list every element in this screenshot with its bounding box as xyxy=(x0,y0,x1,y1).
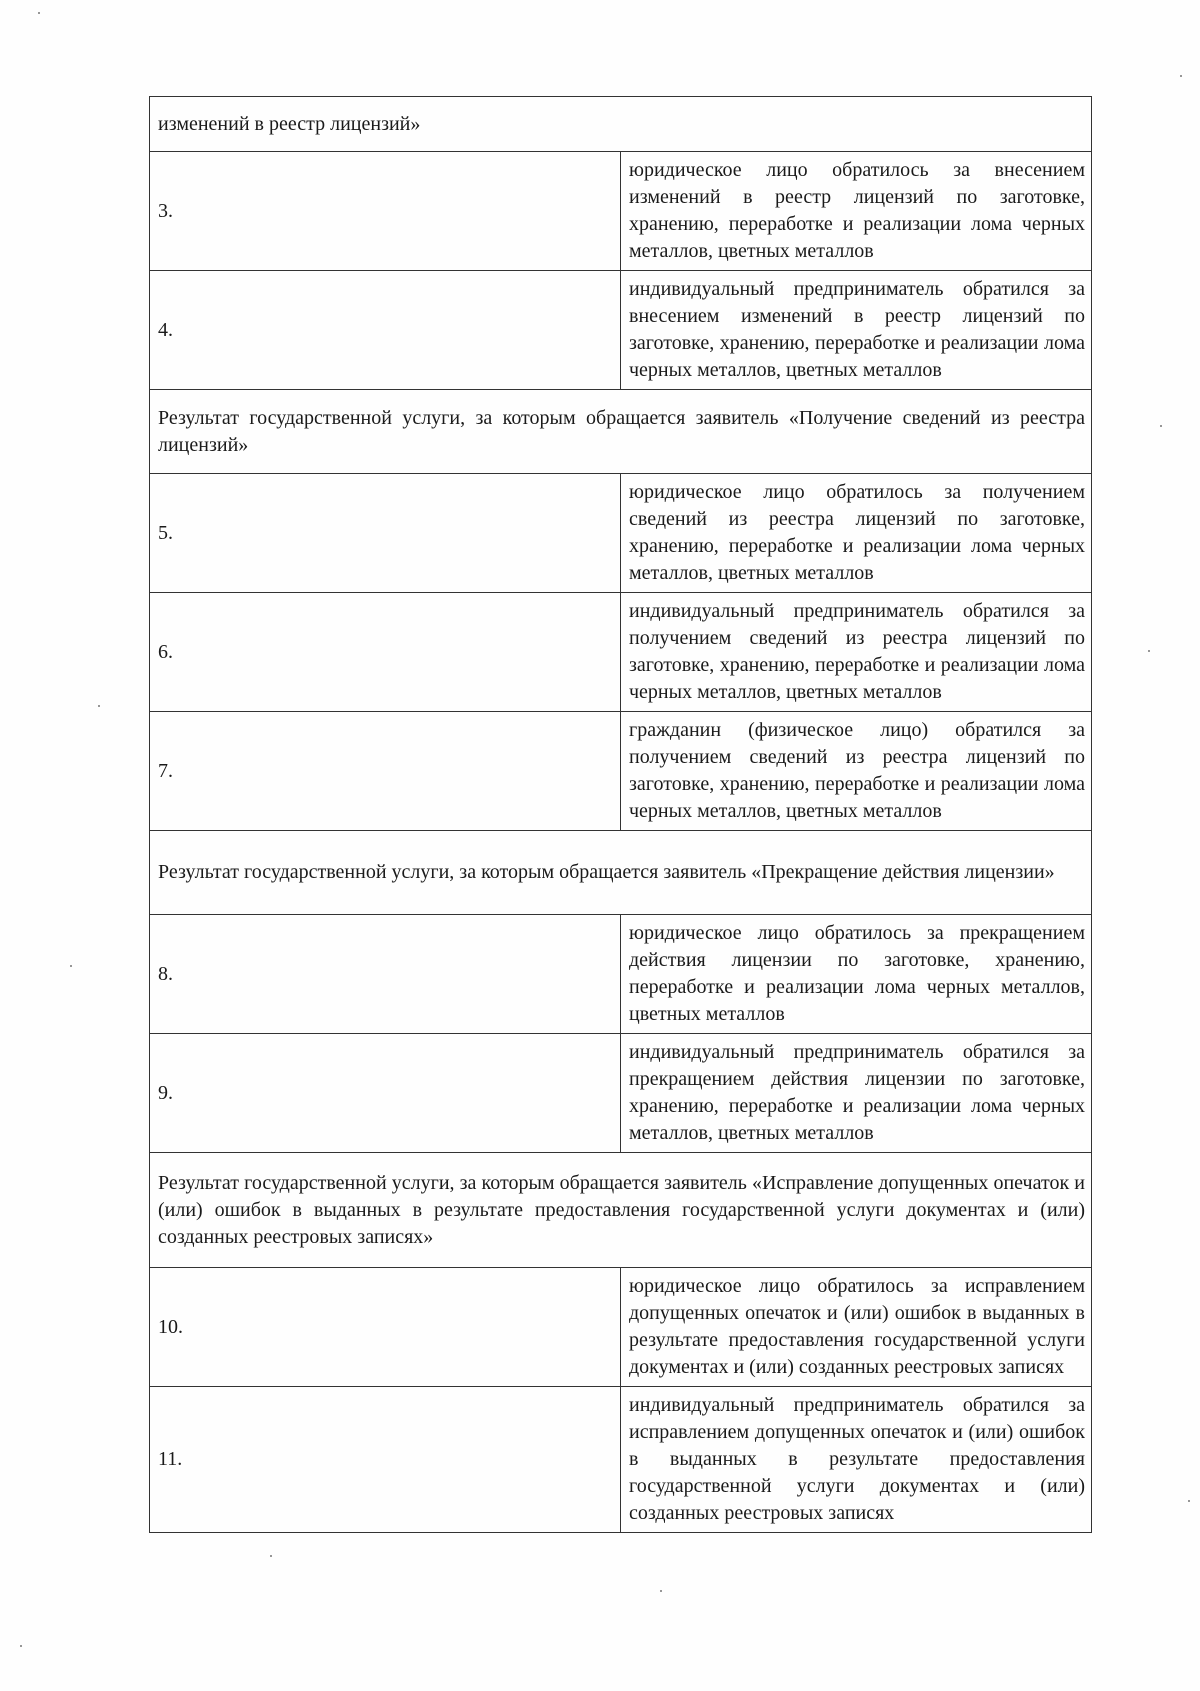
row-number: 5. xyxy=(150,474,621,593)
scan-speck xyxy=(20,1645,22,1647)
table-row-header xyxy=(150,390,1092,474)
scan-speck xyxy=(1180,75,1182,77)
section-header-text: Результат государственной услуги, за которым обращается заявитель «Прекращение действия лицензии» xyxy=(150,831,1092,915)
row-description: индивидуальный предприниматель обратился за прекращением действия лицензии по заготовке, хранению, переработке и реализации лома черных металлов, цветных металлов xyxy=(621,1034,1092,1153)
row-description: юридическое лицо обратилось за исправлением допущенных опечаток и (или) ошибок в выданных в результате предоставления государственной услуги документах и (или) созданных реестровых записях xyxy=(621,1268,1092,1387)
table-row xyxy=(150,271,1092,390)
row-description: юридическое лицо обратилось за прекращением действия лицензии по заготовке, хранению, переработке и реализации лома черных металлов, цветных металлов xyxy=(621,915,1092,1034)
row-number: 6. xyxy=(150,593,621,712)
scan-speck xyxy=(1160,425,1162,427)
table-row-header xyxy=(150,1153,1092,1268)
table-row xyxy=(150,1268,1092,1387)
scan-speck xyxy=(98,705,100,707)
row-number: 4. xyxy=(150,271,621,390)
table-row xyxy=(150,152,1092,271)
section-header-text: изменений в реестр лицензий» xyxy=(150,97,1092,152)
scan-speck xyxy=(38,12,40,14)
row-number: 10. xyxy=(150,1268,621,1387)
table-row xyxy=(150,593,1092,712)
row-description: юридическое лицо обратилось за внесением изменений в реестр лицензий по заготовке, хранению, переработке и реализации лома черных металлов, цветных металлов xyxy=(621,152,1092,271)
table-row xyxy=(150,1034,1092,1153)
table-row xyxy=(150,915,1092,1034)
scan-speck xyxy=(270,1555,272,1557)
scan-speck xyxy=(70,965,72,967)
table-row xyxy=(150,474,1092,593)
row-description: юридическое лицо обратилось за получением сведений из реестра лицензий по заготовке, хранению, переработке и реализации лома черных металлов, цветных металлов xyxy=(621,474,1092,593)
row-number: 3. xyxy=(150,152,621,271)
table-row xyxy=(150,712,1092,831)
table-row xyxy=(150,1387,1092,1533)
row-number: 9. xyxy=(150,1034,621,1153)
row-description: гражданин (физическое лицо) обратился за получением сведений из реестра лицензий по заготовке, хранению, переработке и реализации лома черных металлов, цветных металлов xyxy=(621,712,1092,831)
row-number: 8. xyxy=(150,915,621,1034)
row-description: индивидуальный предприниматель обратился за исправлением допущенных опечаток и (или) ошибок в выданных в результате предоставления государственной услуги документах и (или) созданных реестровых записях xyxy=(621,1387,1092,1533)
table-row-header xyxy=(150,97,1092,152)
section-header-text: Результат государственной услуги, за которым обращается заявитель «Исправление допущенных опечаток и (или) ошибок в выданных в результате предоставления государственной услуги документах и (или) созданных реестровых записях» xyxy=(150,1153,1092,1268)
scan-speck xyxy=(1188,1500,1190,1502)
table-row-header xyxy=(150,831,1092,915)
row-description: индивидуальный предприниматель обратился за внесением изменений в реестр лицензий по заготовке, хранению, переработке и реализации лома черных металлов, цветных металлов xyxy=(621,271,1092,390)
service-results-table xyxy=(149,96,1092,1533)
scan-speck xyxy=(1148,650,1150,652)
row-description: индивидуальный предприниматель обратился за получением сведений из реестра лицензий по заготовке, хранению, переработке и реализации лома черных металлов, цветных металлов xyxy=(621,593,1092,712)
section-header-text: Результат государственной услуги, за которым обращается заявитель «Получение сведений из реестра лицензий» xyxy=(150,390,1092,474)
row-number: 11. xyxy=(150,1387,621,1533)
row-number: 7. xyxy=(150,712,621,831)
scan-speck xyxy=(660,1590,662,1592)
